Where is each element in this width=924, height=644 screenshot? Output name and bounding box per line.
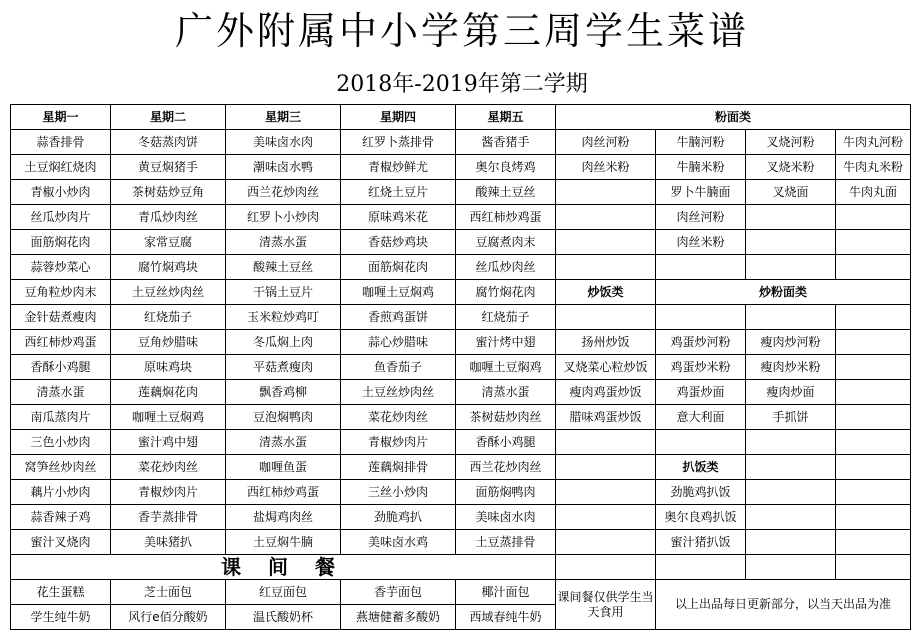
fried-noodle-cell: 鸡蛋炒面 xyxy=(656,380,746,405)
empty-cell xyxy=(656,305,746,330)
menu-cell: 潮味卤水鸭 xyxy=(226,155,341,180)
empty-cell xyxy=(836,430,911,455)
table-row xyxy=(11,405,911,430)
empty-cell xyxy=(556,305,656,330)
empty-cell xyxy=(556,505,656,530)
day-header-thu: 星期四 xyxy=(341,105,456,130)
menu-cell: 窝笋丝炒肉丝 xyxy=(11,455,111,480)
menu-cell: 豆角粒炒肉末 xyxy=(11,280,111,305)
menu-cell: 西红柿炒鸡蛋 xyxy=(456,205,556,230)
menu-cell: 土豆丝炒肉丝 xyxy=(111,280,226,305)
menu-cell: 咖喱鱼蛋 xyxy=(226,455,341,480)
empty-cell xyxy=(746,530,836,555)
fried-noodle-cell: 意大利面 xyxy=(656,405,746,430)
menu-cell: 金针菇煮瘦肉 xyxy=(11,305,111,330)
break-cell: 椰汁面包 xyxy=(456,580,556,605)
menu-cell: 平菇煮瘦肉 xyxy=(226,355,341,380)
day-header-mon: 星期一 xyxy=(11,105,111,130)
noodle-cell: 牛肉丸米粉 xyxy=(836,155,911,180)
menu-cell: 红罗卜蒸排骨 xyxy=(341,130,456,155)
empty-cell xyxy=(556,430,656,455)
menu-cell: 蒜心炒腊味 xyxy=(341,330,456,355)
day-header-tue: 星期二 xyxy=(111,105,226,130)
empty-cell xyxy=(556,480,656,505)
break-note: 课间餐仅供学生当天食用 xyxy=(556,580,656,630)
menu-cell: 美味卤水肉 xyxy=(226,130,341,155)
break-cell: 温氏酸奶杯 xyxy=(226,605,341,630)
menu-cell: 飘香鸡柳 xyxy=(226,380,341,405)
menu-cell: 豆腐煮肉末 xyxy=(456,230,556,255)
noodle-cell: 叉烧河粉 xyxy=(746,130,836,155)
update-note: 以上出品每日更新部分，以当天出品为准 xyxy=(656,580,911,630)
table-row xyxy=(11,505,911,530)
menu-cell: 鱼香茄子 xyxy=(341,355,456,380)
noodle-cell: 牛肉丸面 xyxy=(836,180,911,205)
menu-cell: 土豆焖牛腩 xyxy=(226,530,341,555)
menu-cell: 腐竹焖花肉 xyxy=(456,280,556,305)
break-cell: 芝士面包 xyxy=(111,580,226,605)
menu-cell: 青椒炒肉片 xyxy=(111,480,226,505)
menu-cell: 南瓜蒸肉片 xyxy=(11,405,111,430)
fried-noodle-cell: 手抓饼 xyxy=(746,405,836,430)
break-cell: 红豆面包 xyxy=(226,580,341,605)
menu-cell: 莲藕焖花肉 xyxy=(111,380,226,405)
rice-plate-cell: 蜜汁猪扒饭 xyxy=(656,530,746,555)
noodle-cell: 牛腩米粉 xyxy=(656,155,746,180)
table-row xyxy=(11,230,911,255)
empty-cell xyxy=(746,305,836,330)
menu-cell: 酸辣土豆丝 xyxy=(456,180,556,205)
menu-cell: 藕片小炒肉 xyxy=(11,480,111,505)
empty-cell xyxy=(836,330,911,355)
noodle-cell xyxy=(836,230,911,255)
menu-cell: 红烧土豆片 xyxy=(341,180,456,205)
empty-cell xyxy=(746,255,836,280)
table-row xyxy=(11,255,911,280)
noodle-cell: 肉丝河粉 xyxy=(656,205,746,230)
empty-cell xyxy=(836,555,911,580)
empty-cell xyxy=(556,255,656,280)
table-row xyxy=(11,580,911,605)
menu-cell: 冬瓜焖上肉 xyxy=(226,330,341,355)
empty-cell xyxy=(556,555,656,580)
noodle-cell: 肉丝河粉 xyxy=(556,130,656,155)
menu-cell: 面筋焖花肉 xyxy=(11,230,111,255)
rice-plates-header: 扒饭类 xyxy=(656,455,746,480)
break-cell: 风行e佰分酸奶 xyxy=(111,605,226,630)
menu-cell: 蒜蓉炒菜心 xyxy=(11,255,111,280)
menu-cell: 红烧茄子 xyxy=(456,305,556,330)
empty-cell xyxy=(656,255,746,280)
table-row xyxy=(11,130,911,155)
rice-plate-cell: 劲脆鸡扒饭 xyxy=(656,480,746,505)
fried-noodle-cell: 瘦肉炒米粉 xyxy=(746,355,836,380)
break-header-row xyxy=(11,555,911,580)
noodle-cell: 牛腩河粉 xyxy=(656,130,746,155)
menu-cell: 干锅土豆片 xyxy=(226,280,341,305)
fried-noodle-cell: 鸡蛋炒米粉 xyxy=(656,355,746,380)
empty-cell xyxy=(556,455,656,480)
table-row xyxy=(11,305,911,330)
menu-cell: 青椒小炒肉 xyxy=(11,180,111,205)
empty-cell xyxy=(836,355,911,380)
menu-cell: 面筋焖鸭肉 xyxy=(456,480,556,505)
fried-rice-cell: 腊味鸡蛋炒饭 xyxy=(556,405,656,430)
menu-cell: 清蒸水蛋 xyxy=(226,230,341,255)
noodle-cell: 叉烧面 xyxy=(746,180,836,205)
menu-cell: 香菇炒鸡块 xyxy=(341,230,456,255)
fried-rice-cell: 叉烧菜心粒炒饭 xyxy=(556,355,656,380)
break-cell: 学生纯牛奶 xyxy=(11,605,111,630)
menu-cell: 奥尔良烤鸡 xyxy=(456,155,556,180)
menu-cell: 咖喱土豆焖鸡 xyxy=(111,405,226,430)
fried-noodle-cell: 鸡蛋炒河粉 xyxy=(656,330,746,355)
menu-cell: 西红柿炒鸡蛋 xyxy=(226,480,341,505)
empty-cell xyxy=(656,555,746,580)
noodle-cell: 叉烧米粉 xyxy=(746,155,836,180)
menu-cell: 蒜香排骨 xyxy=(11,130,111,155)
menu-cell: 美味猪扒 xyxy=(111,530,226,555)
empty-cell xyxy=(556,530,656,555)
semester-subtitle: 2018年-2019年第二学期 xyxy=(336,72,588,97)
menu-cell: 腐竹焖鸡块 xyxy=(111,255,226,280)
empty-cell xyxy=(836,405,911,430)
menu-cell: 香酥小鸡腿 xyxy=(11,355,111,380)
menu-cell: 三色小炒肉 xyxy=(11,430,111,455)
noodle-cell xyxy=(746,205,836,230)
empty-cell xyxy=(836,455,911,480)
table-row xyxy=(11,480,911,505)
menu-cell: 西兰花炒肉丝 xyxy=(456,455,556,480)
menu-cell: 土豆焖红烧肉 xyxy=(11,155,111,180)
menu-cell: 青椒炒肉片 xyxy=(341,430,456,455)
empty-cell xyxy=(836,380,911,405)
empty-cell xyxy=(746,505,836,530)
menu-cell: 茶树菇炒豆角 xyxy=(111,180,226,205)
menu-cell: 西红柿炒鸡蛋 xyxy=(11,330,111,355)
fried-rice-cell: 扬州炒饭 xyxy=(556,330,656,355)
menu-cell: 原味鸡块 xyxy=(111,355,226,380)
menu-cell: 丝瓜炒肉片 xyxy=(11,205,111,230)
menu-cell: 原味鸡米花 xyxy=(341,205,456,230)
menu-cell: 丝瓜炒肉丝 xyxy=(456,255,556,280)
page-title: 广外附属中小学第三周学生菜谱 xyxy=(174,9,749,53)
menu-cell: 西兰花炒肉丝 xyxy=(226,180,341,205)
menu-cell: 香芋蒸排骨 xyxy=(111,505,226,530)
menu-cell: 蜜汁鸡中翅 xyxy=(111,430,226,455)
empty-cell xyxy=(746,455,836,480)
menu-cell: 咖喱土豆焖鸡 xyxy=(341,280,456,305)
menu-cell: 豆角炒腊味 xyxy=(111,330,226,355)
header-row xyxy=(11,105,911,130)
noodle-cell: 肉丝米粉 xyxy=(656,230,746,255)
table-row xyxy=(11,280,911,305)
table-row xyxy=(11,530,911,555)
menu-cell: 土豆蒸排骨 xyxy=(456,530,556,555)
table-row xyxy=(11,355,911,380)
menu-cell: 青椒炒鲜尤 xyxy=(341,155,456,180)
noodle-cell xyxy=(836,205,911,230)
empty-cell xyxy=(656,430,746,455)
empty-cell xyxy=(746,555,836,580)
menu-cell: 红罗卜小炒肉 xyxy=(226,205,341,230)
menu-cell: 菜花炒肉丝 xyxy=(111,455,226,480)
menu-cell: 莲藕焖排骨 xyxy=(341,455,456,480)
menu-cell: 美味卤水肉 xyxy=(456,505,556,530)
fried-noodles-header: 炒粉面类 xyxy=(656,280,911,305)
menu-cell: 茶树菇炒肉丝 xyxy=(456,405,556,430)
break-header: 课 间 餐 xyxy=(11,555,556,580)
fried-noodle-cell: 瘦肉炒河粉 xyxy=(746,330,836,355)
noodle-cell xyxy=(746,230,836,255)
empty-cell xyxy=(836,530,911,555)
menu-cell: 清蒸水蛋 xyxy=(11,380,111,405)
empty-cell xyxy=(836,255,911,280)
menu-cell: 三丝小炒肉 xyxy=(341,480,456,505)
menu-cell: 青瓜炒肉丝 xyxy=(111,205,226,230)
break-cell: 香芋面包 xyxy=(341,580,456,605)
menu-cell: 香酥小鸡腿 xyxy=(456,430,556,455)
menu-cell: 香煎鸡蛋饼 xyxy=(341,305,456,330)
menu-cell: 咖喱土豆焖鸡 xyxy=(456,355,556,380)
noodle-cell xyxy=(556,205,656,230)
menu-cell: 盐焗鸡肉丝 xyxy=(226,505,341,530)
menu-cell: 美味卤水鸡 xyxy=(341,530,456,555)
menu-cell: 清蒸水蛋 xyxy=(226,430,341,455)
table-row xyxy=(11,155,911,180)
menu-cell: 菜花炒肉丝 xyxy=(341,405,456,430)
menu-cell: 蒜香辣子鸡 xyxy=(11,505,111,530)
empty-cell xyxy=(836,480,911,505)
fried-noodle-cell: 瘦肉炒面 xyxy=(746,380,836,405)
day-header-wed: 星期三 xyxy=(226,105,341,130)
menu-cell: 红烧茄子 xyxy=(111,305,226,330)
menu-cell: 豆泡焖鸭肉 xyxy=(226,405,341,430)
table-row xyxy=(11,430,911,455)
menu-cell: 蜜汁烤中翅 xyxy=(456,330,556,355)
menu-cell: 清蒸水蛋 xyxy=(456,380,556,405)
empty-cell xyxy=(836,505,911,530)
menu-cell: 黄豆焖猪手 xyxy=(111,155,226,180)
day-header-fri: 星期五 xyxy=(456,105,556,130)
fried-rice-header: 炒饭类 xyxy=(556,280,656,305)
break-cell: 西域春纯牛奶 xyxy=(456,605,556,630)
menu-cell: 蜜汁叉烧肉 xyxy=(11,530,111,555)
empty-cell xyxy=(746,480,836,505)
table-row xyxy=(11,205,911,230)
table-row xyxy=(11,180,911,205)
table-row xyxy=(11,455,911,480)
noodle-cell xyxy=(556,180,656,205)
menu-cell: 冬菇蒸肉饼 xyxy=(111,130,226,155)
menu-table xyxy=(10,104,911,630)
noodles-header: 粉面类 xyxy=(556,105,911,130)
menu-cell: 酱香猪手 xyxy=(456,130,556,155)
menu-cell: 土豆丝炒肉丝 xyxy=(341,380,456,405)
break-cell: 花生蛋糕 xyxy=(11,580,111,605)
break-cell: 燕塘健蓄多酸奶 xyxy=(341,605,456,630)
table-row xyxy=(11,380,911,405)
empty-cell xyxy=(746,430,836,455)
noodle-cell: 肉丝米粉 xyxy=(556,155,656,180)
menu-cell: 玉米粒炒鸡叮 xyxy=(226,305,341,330)
menu-cell: 劲脆鸡扒 xyxy=(341,505,456,530)
menu-cell: 酸辣土豆丝 xyxy=(226,255,341,280)
noodle-cell: 罗卜牛腩面 xyxy=(656,180,746,205)
rice-plate-cell: 奥尔良鸡扒饭 xyxy=(656,505,746,530)
table-row xyxy=(11,330,911,355)
noodle-cell: 牛肉丸河粉 xyxy=(836,130,911,155)
empty-cell xyxy=(836,305,911,330)
fried-rice-cell: 瘦肉鸡蛋炒饭 xyxy=(556,380,656,405)
menu-cell: 面筋焖花肉 xyxy=(341,255,456,280)
menu-cell: 家常豆腐 xyxy=(111,230,226,255)
noodle-cell xyxy=(556,230,656,255)
